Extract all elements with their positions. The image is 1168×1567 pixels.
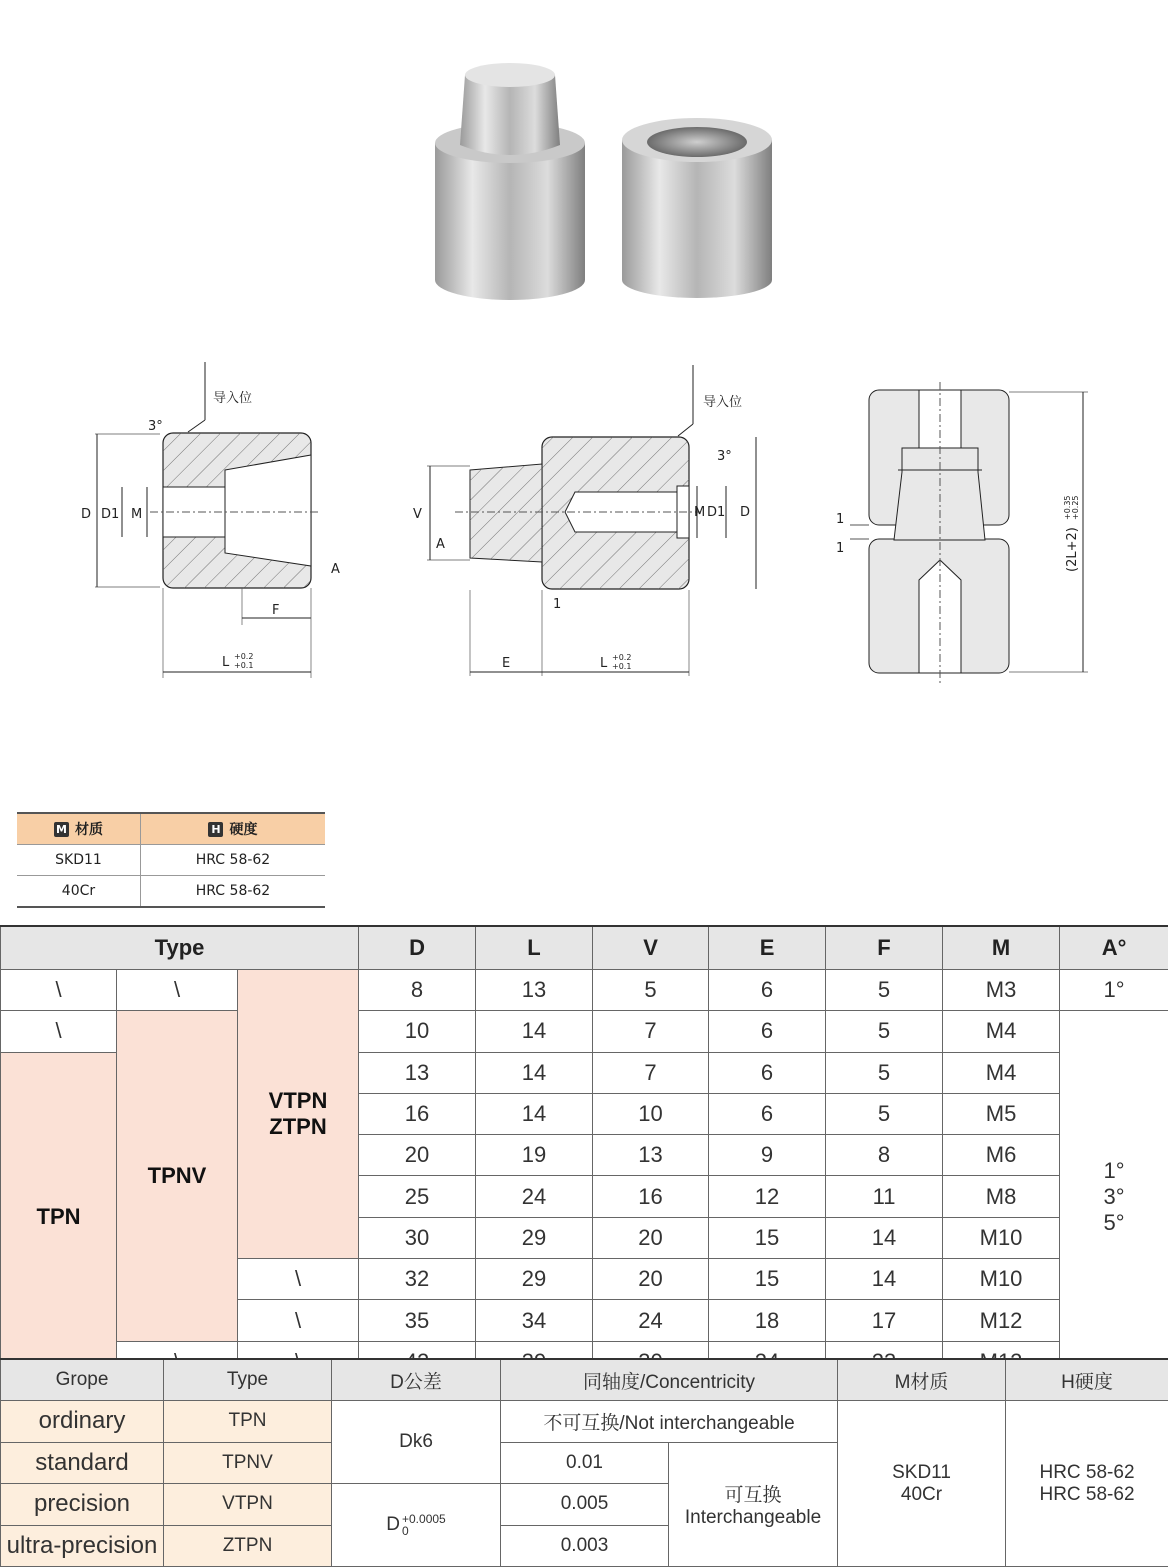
cell-M: M6 [943,1135,1060,1176]
table-row [1,970,1168,1011]
table-row [1,1011,1168,1052]
drawing-bushing [75,360,365,680]
type-cell: VTPN [164,1484,332,1526]
type-ztpn-label: ZTPN [269,1114,326,1139]
header-V: V [593,926,709,970]
cell-L: 13 [476,970,593,1011]
angle-label: 3° [148,419,163,434]
dim-L-tol-low: +0.1 [234,661,253,670]
cell-L: 24 [476,1176,593,1217]
cell-L: 34 [476,1300,593,1341]
cell-A-range [1060,1011,1168,1383]
cell-V: 7 [593,1011,709,1052]
drawing-assembly [830,380,1095,685]
type-none: \ [1,970,117,1011]
cell-E: 9 [709,1135,826,1176]
type-cell: TPN [164,1401,332,1443]
dim-D1: D1 [101,507,119,522]
dim-M: M [131,507,142,522]
cell-D: 8 [359,970,476,1011]
header-type-grade: Type [164,1359,332,1401]
type-tpnv: TPNV [117,1011,238,1341]
cell-M: M10 [943,1259,1060,1300]
cell-E: 6 [709,1011,826,1052]
cell-A: 1° [1060,970,1168,1011]
cell-F: 14 [826,1259,943,1300]
cell-F: 8 [826,1135,943,1176]
hardness-1: HRC 58-62 [1039,1462,1134,1483]
bushing-part [622,118,772,298]
cell-L: 29 [476,1217,593,1258]
dim-D: D [81,507,91,522]
cell-L: 14 [476,1052,593,1093]
interchangeable-cn: 可互换 [725,1485,782,1506]
type-none: \ [238,1300,359,1341]
header-F: F [826,926,943,970]
cell-D: 25 [359,1176,476,1217]
hardness-2: HRC 58-62 [1039,1484,1134,1505]
dim-A: A [331,562,340,577]
dim-D-2: D [740,505,750,520]
header-hardness: H硬度 [1006,1359,1168,1401]
cell-F: 5 [826,1093,943,1134]
dim-2L2-tol-up: +0.35 [1063,495,1072,520]
not-interchangeable: 不可互换/Not interchangeable [501,1401,838,1443]
type-none: \ [1,1011,117,1052]
material-cell [838,1401,1006,1567]
guide-label-2: 导入位 [703,395,742,410]
header-material: M材质 [838,1359,1006,1401]
concentricity-value: 0.01 [501,1442,669,1484]
type-vtpn-label: VTPN [269,1088,328,1113]
material-table [17,812,325,908]
cell-V: 13 [593,1135,709,1176]
dim-1: 1 [553,597,561,612]
tolerance-d [332,1484,501,1567]
spec-table [0,925,1168,1383]
cell-M: M4 [943,1011,1060,1052]
angle-3: 3° [1104,1184,1125,1209]
dim-D1-2: D1 [707,505,725,520]
header-concentricity: 同轴度/Concentricity [501,1359,838,1401]
dim-L2-tol-low: +0.1 [612,662,631,671]
dim-E: E [502,656,510,671]
cell-E: 12 [709,1176,826,1217]
type-vtpn-ztpn [238,970,359,1259]
table-row [1,1401,1168,1443]
cell-V: 20 [593,1217,709,1258]
cell-L: 19 [476,1135,593,1176]
material-header-label: 材质 [75,822,103,838]
material-2: 40Cr [901,1484,942,1505]
group-cell: precision [1,1484,164,1526]
header-group: Grope [1,1359,164,1401]
cell-V: 7 [593,1052,709,1093]
angle-label-2: 3° [717,449,732,464]
cell-M: M4 [943,1052,1060,1093]
cell-E: 6 [709,1052,826,1093]
dim-2L2: (2L+2) [1065,527,1080,572]
concentricity-value: 0.003 [501,1525,669,1567]
type-cell: TPNV [164,1442,332,1484]
header-tolerance: D公差 [332,1359,501,1401]
table-row [17,845,325,876]
dim-M-2: M [694,505,705,520]
dim-V: V [413,507,422,522]
dim-L-tol-up: +0.2 [234,652,253,661]
punch-part [435,63,585,300]
cell-D: 10 [359,1011,476,1052]
tolerance-lower: 0 [402,1524,409,1538]
cell-F: 14 [826,1217,943,1258]
dim-L: L [222,655,230,670]
type-cell: ZTPN [164,1525,332,1567]
cell-M: M3 [943,970,1060,1011]
cell-M: M8 [943,1176,1060,1217]
interchangeable-en: Interchangeable [685,1507,821,1528]
cell-D: 35 [359,1300,476,1341]
cell-M: M5 [943,1093,1060,1134]
type-tpn: TPN [1,1052,117,1382]
dim-A-2: A [436,537,445,552]
cell-F: 5 [826,1011,943,1052]
cell-D: 32 [359,1259,476,1300]
tolerance-d-label: D [386,1514,400,1535]
cell-F: 11 [826,1176,943,1217]
material-cell: SKD11 [17,845,140,876]
dim-L2-tol-up: +0.2 [612,653,631,662]
material-cell: 40Cr [17,876,140,908]
gap-1-top: 1 [836,512,844,527]
dim-2L2-tol-low: +0.25 [1071,495,1080,520]
cell-V: 5 [593,970,709,1011]
hardness-cell: HRC 58-62 [140,876,325,908]
cell-L: 14 [476,1093,593,1134]
cell-F: 5 [826,1052,943,1093]
group-cell: standard [1,1442,164,1484]
m-badge-icon: M [54,822,69,837]
angle-1: 1° [1104,1158,1125,1183]
group-cell: ultra-precision [1,1525,164,1567]
angle-5: 5° [1104,1210,1125,1235]
grade-table [0,1358,1168,1567]
tolerance-dk6: Dk6 [332,1401,501,1484]
cell-L: 29 [476,1259,593,1300]
cell-E: 15 [709,1217,826,1258]
cell-D: 13 [359,1052,476,1093]
h-badge-icon: H [208,822,223,837]
cell-L: 14 [476,1011,593,1052]
gap-1-bottom: 1 [836,541,844,556]
guide-label: 导入位 [213,391,252,406]
header-type: Type [1,926,359,970]
product-photo [420,55,790,310]
cell-D: 16 [359,1093,476,1134]
cell-D: 20 [359,1135,476,1176]
concentricity-value: 0.005 [501,1484,669,1526]
drawing-punch [405,360,765,680]
cell-V: 16 [593,1176,709,1217]
header-D: D [359,926,476,970]
hardness-cell [1006,1401,1168,1567]
type-none: \ [238,1259,359,1300]
cell-V: 10 [593,1093,709,1134]
cell-V: 24 [593,1300,709,1341]
tolerance-upper: +0.0005 [402,1512,446,1526]
table-row [17,876,325,908]
hardness-cell: HRC 58-62 [140,845,325,876]
dim-F: F [272,603,279,618]
group-cell: ordinary [1,1401,164,1443]
cell-F: 5 [826,970,943,1011]
cell-V: 20 [593,1259,709,1300]
cell-M: M10 [943,1217,1060,1258]
cell-E: 18 [709,1300,826,1341]
header-A: A° [1060,926,1168,970]
header-E: E [709,926,826,970]
cell-E: 6 [709,1093,826,1134]
cell-F: 17 [826,1300,943,1341]
header-M: M [943,926,1060,970]
hardness-header-label: 硬度 [229,822,257,838]
cell-E: 6 [709,970,826,1011]
cell-D: 30 [359,1217,476,1258]
dim-L-2: L [600,656,608,671]
hardness-header [140,813,325,845]
material-header [17,813,140,845]
cell-M: M12 [943,1300,1060,1341]
material-1: SKD11 [892,1462,951,1483]
cell-E: 15 [709,1259,826,1300]
interchangeable-cell [669,1442,838,1567]
header-L: L [476,926,593,970]
type-none: \ [117,970,238,1011]
